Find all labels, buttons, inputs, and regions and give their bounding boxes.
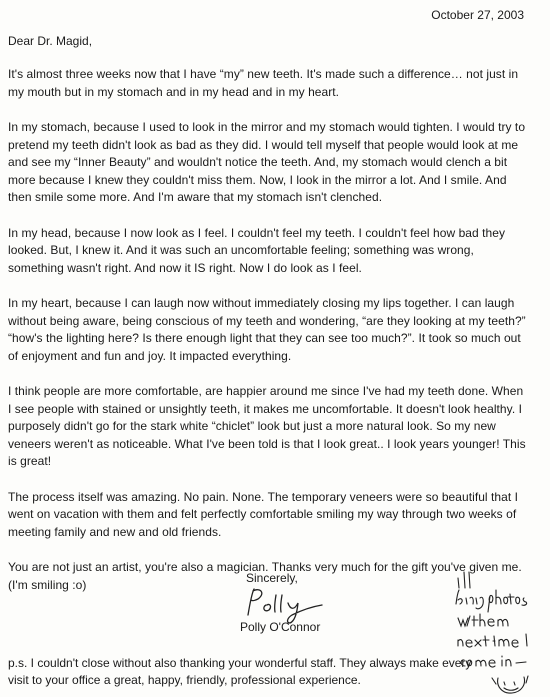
- letter-body: [8, 66, 528, 612]
- postscript: p.s. I couldn't close without also thanking your wonderful staff. They always make every visit to your office a great, happy, friendly, professional experience.: [8, 656, 472, 687]
- paragraph-6: The process itself was amazing. No pain. None. The temporary veneers were so beautiful that I went on vacation with them and felt perfectly comfortable smiling my way through two weeks of meeting family and new and old friends.: [8, 489, 519, 539]
- paragraph-3: In my head, because I now look as I feel. I couldn't feel my teeth. I couldn't feel how bad they looked. But, I knew it. And it was such an uncomfortable feeling; something was wrong, something wasn't right. And now it IS right. Now I do look as I feel.: [8, 225, 506, 275]
- closing: Sincerely,: [246, 571, 298, 585]
- salutation: Dear Dr. Magid,: [8, 34, 93, 48]
- letter-date: October 27, 2003: [431, 8, 524, 22]
- signature-image: [240, 585, 340, 625]
- paragraph-4: In my heart, because I can laugh now without immediately closing my lips together. I can laugh without being aware, being conscious of my teeth and wondering, “are they looking at my teeth?” “how's the lighting here? Is there enough light that they can see too much?”. It took so much out of enjoyment and fun and joy. It impacted everything.: [8, 296, 526, 363]
- paragraph-2: In my stomach, because I used to look in the mirror and my stomach would tighten. I would try to pretend my teeth didn't look as bad as they did. I would tell myself that people would look at me and see my “Inner Beauty” and wouldn't notice the teeth. And, my stomach would clench a bit more because I knew they couldn't miss them. Now, I look in the mirror a lot. And I smile. And then smile some more. And I'm aware that my stomach isn't clenched.: [8, 120, 526, 204]
- paragraph-7: You are not just an artist, you're also a magician. Thanks very much for the gift you've given me. (I'm smiling :o): [8, 560, 522, 592]
- paragraph-1: It's almost three weeks now that I have “my” new teeth. It's made such a difference… not just in my mouth but in my stomach and in my head and in my heart.: [8, 67, 519, 99]
- signer-name: Polly O'Connor: [240, 620, 321, 634]
- handwritten-note-image: [452, 566, 550, 696]
- paragraph-5: I think people are more comfortable, are happier around me since I've had my teeth done. When I see people with stained or unsightly teeth, it makes me uncomfortable. It doesn't look healthy. I purposely didn't go for the stark white “chiclet” look but just a more natural look. So my new veneers weren't as noticeable. What I've been told is that I look great.. I look years younger! This is great!: [8, 384, 526, 468]
